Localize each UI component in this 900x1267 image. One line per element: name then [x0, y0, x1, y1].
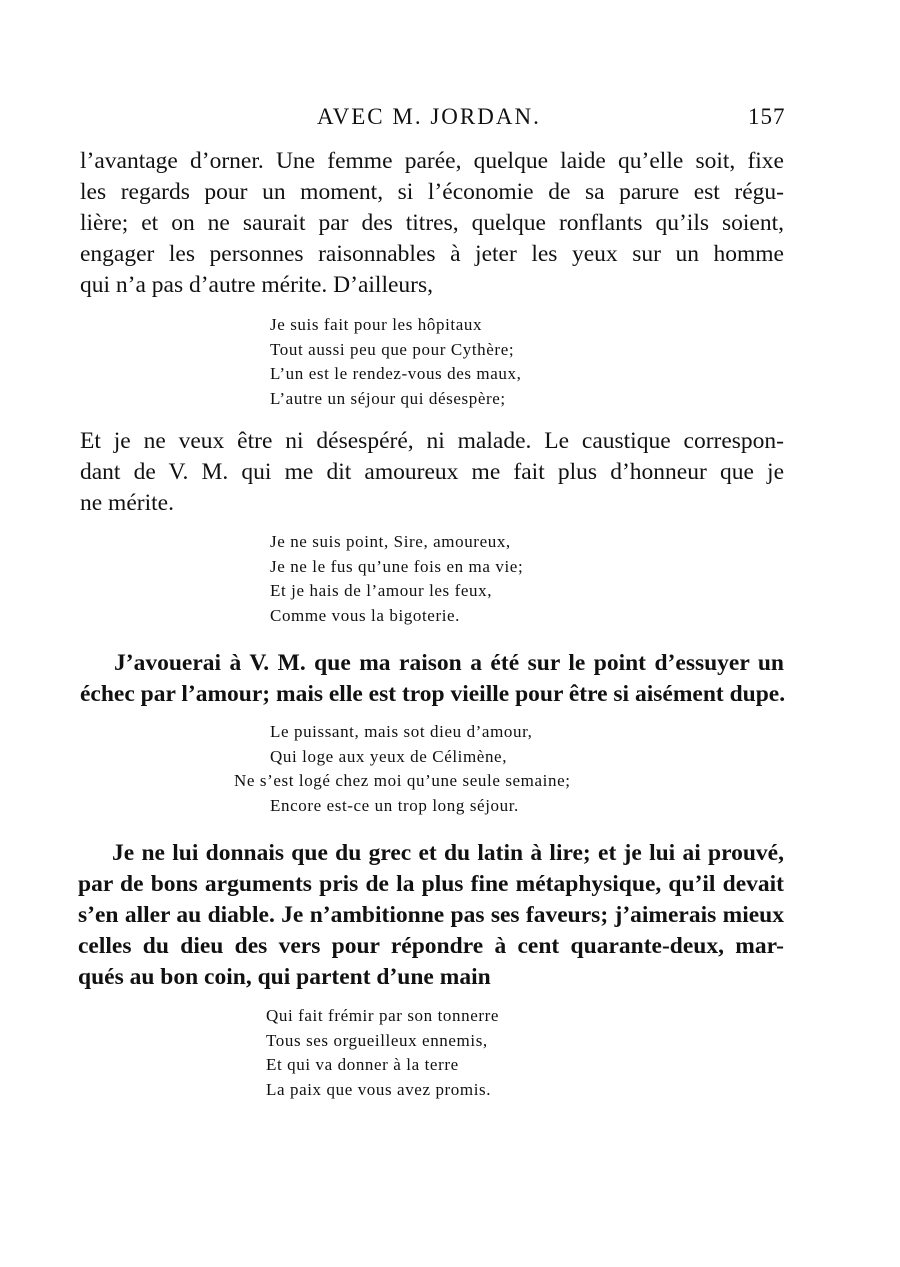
verse-line: L’autre un séjour qui désespère;: [270, 388, 506, 408]
verse-line: Je ne le fus qu’une fois en ma vie;: [270, 556, 524, 576]
text-line: dant de V. M. qui me dit amoureux me fait plus d’honneur que je: [80, 459, 784, 485]
verse-stanza-2: [270, 530, 523, 628]
verse-line: Qui loge aux yeux de Célimène,: [270, 746, 508, 766]
text-line: engager les personnes raisonnables à jeter les yeux sur un homme: [80, 241, 784, 267]
text-line: lière; et on ne saurait par des titres, quelque ronflants qu’ils soient,: [80, 210, 784, 236]
text-line: ne mérite.: [80, 490, 174, 516]
paragraph-4: [78, 838, 784, 993]
paragraph-1: [80, 146, 784, 301]
paragraph-3: [80, 648, 784, 710]
verse-line: Encore est-ce un trop long séjour.: [270, 795, 519, 815]
text-line: par de bons arguments pris de la plus fine métaphysique, qu’il devait: [78, 871, 784, 897]
text-line: celles du dieu des vers pour répondre à cent quarante-deux, mar-: [78, 933, 784, 959]
text-line: s’en aller au diable. Je n’ambitionne pas ses faveurs; j’aimerais mieux: [78, 902, 784, 928]
text-line: l’avantage d’orner. Une femme parée, quelque laide qu’elle soit, fixe: [80, 148, 784, 174]
page-header: [0, 100, 900, 136]
verse-line: L’un est le rendez-vous des maux,: [270, 364, 522, 384]
verse-line: Tous ses orgueilleux ennemis,: [266, 1030, 488, 1050]
verse-line: Et qui va donner à la terre: [266, 1055, 459, 1075]
verse-stanza-3: [234, 720, 571, 818]
text-line: les regards pour un moment, si l’économie de sa parure est régu-: [80, 179, 784, 205]
text-line: échec par l’amour; mais elle est trop vieille pour être si aisément dupe.: [80, 681, 786, 707]
verse-line: Le puissant, mais sot dieu d’amour,: [270, 722, 533, 741]
running-head: AVEC M. JORDAN.: [317, 104, 541, 129]
verse-stanza-1: [270, 313, 521, 411]
text-line: J’avouerai à V. M. que ma raison a été sur le point d’essuyer un: [114, 650, 784, 676]
text-line: qui n’a pas d’autre mérite. D’ailleurs,: [80, 272, 434, 298]
text-line: Et je ne veux être ni désespéré, ni malade. Le caustique correspon-: [80, 428, 784, 454]
verse-line: Je ne suis point, Sire, amoureux,: [270, 532, 511, 551]
text-line: qués au bon coin, qui partent d’une main: [78, 964, 491, 990]
page-number: 157: [748, 104, 786, 129]
verse-line: Et je hais de l’amour les feux,: [270, 581, 493, 601]
verse-line: Tout aussi peu que pour Cythère;: [270, 339, 515, 359]
paragraph-2: [80, 426, 784, 519]
verse-line: Je suis fait pour les hôpitaux: [270, 315, 483, 334]
verse-line: Qui fait frémir par son tonnerre: [266, 1006, 500, 1025]
verse-stanza-4: [266, 1004, 499, 1102]
verse-line: Ne s’est logé chez moi qu’une seule semaine;: [234, 771, 571, 791]
verse-line: Comme vous la bigoterie.: [270, 605, 461, 625]
verse-line: La paix que vous avez promis.: [266, 1079, 492, 1099]
text-line: Je ne lui donnais que du grec et du latin à lire; et je lui ai prouvé,: [112, 840, 784, 866]
